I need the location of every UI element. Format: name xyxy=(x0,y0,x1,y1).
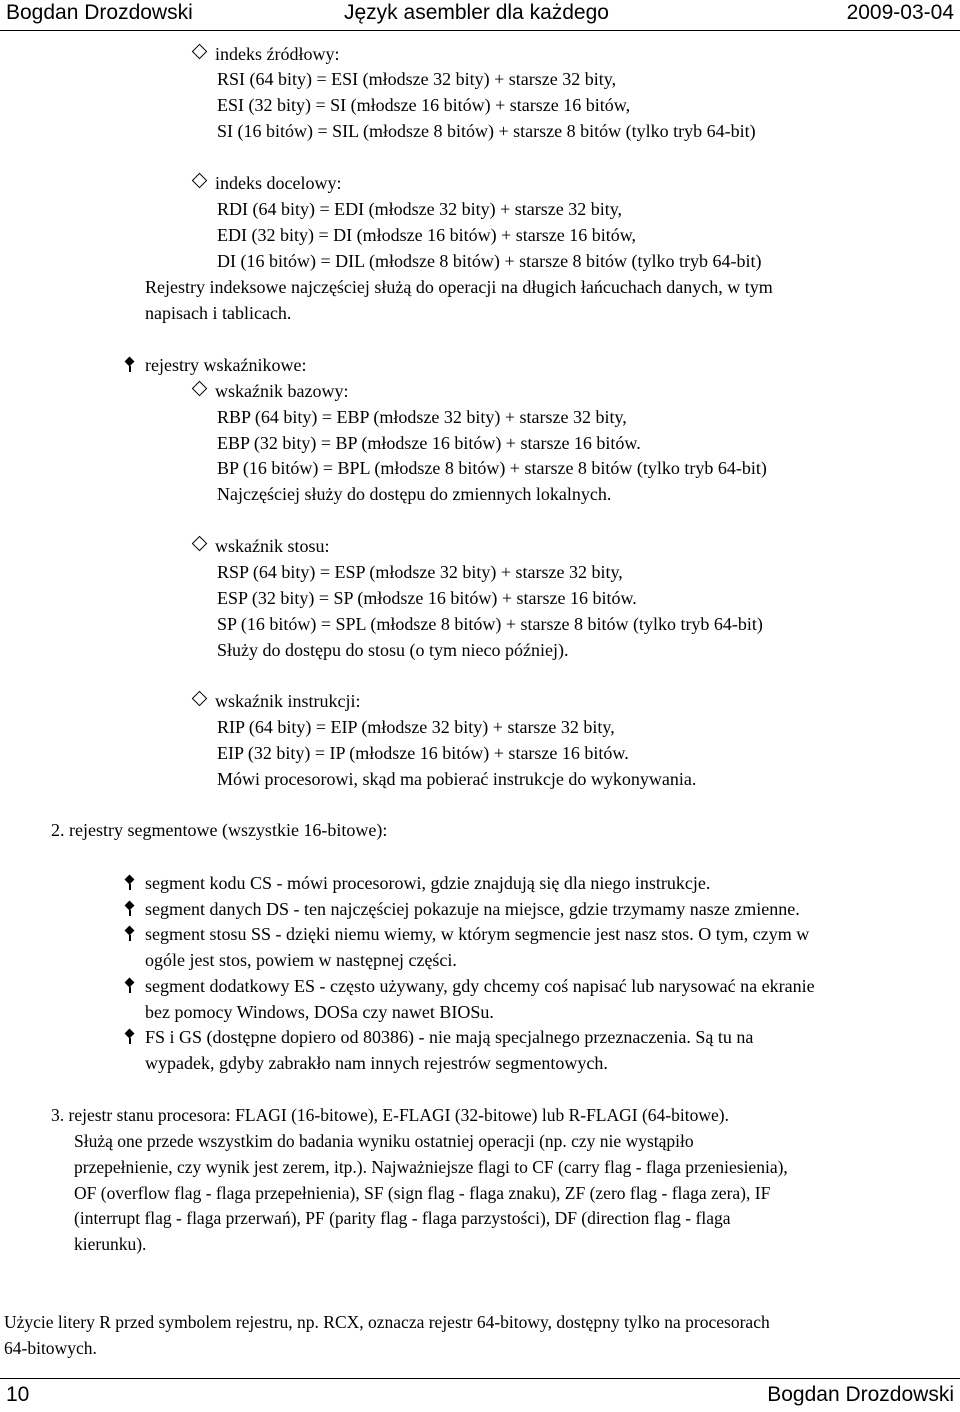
diamond-bullet-icon xyxy=(124,922,138,946)
header-rule xyxy=(0,30,960,31)
r-prefix-note: Użycie litery R przed symbolem rejestru, np. RCX, oznacza rejestr 64-bitowy, dostępny tylko na procesorach xyxy=(4,1312,770,1332)
segment-item: segment danych DS - ten najczęściej pokazuje na miejsce, gdzie trzymamy nasze zmienne. xyxy=(145,899,800,919)
segment-item: bez pomocy Windows, DOSa czy nawet BIOSu. xyxy=(145,1002,494,1022)
segment-item: FS i GS (dostępne dopiero od 80386) - nie mają specjalnego przeznaczenia. Są tu na xyxy=(145,1027,754,1047)
base-pointer-title: wskaźnik bazowy: xyxy=(215,381,349,401)
pointer-registers-title: rejestry wskaźnikowe: xyxy=(145,355,307,375)
diamond-outline-icon xyxy=(190,534,208,558)
stack-pointer-title: wskaźnik stosu: xyxy=(215,536,330,556)
diamond-bullet-icon xyxy=(124,897,138,921)
page-number: 10 xyxy=(6,1383,30,1406)
segment-item: wypadek, gdyby zabrakło nam innych rejestrów segmentowych. xyxy=(145,1053,608,1073)
index-note: Rejestry indeksowe najczęściej służą do operacji na długich łańcuchach danych, w tym xyxy=(145,277,773,297)
dest-index-line: EDI (32 bity) = DI (młodsze 16 bitów) + starsze 16 bitów, xyxy=(217,225,637,245)
instruction-pointer-line: EIP (32 bity) = IP (młodsze 16 bitów) + starsze 16 bitów. xyxy=(217,743,629,763)
diamond-bullet-icon xyxy=(124,974,138,998)
segment-registers-title: 2. rejestry segmentowe (wszystkie 16-bitowe): xyxy=(51,820,388,840)
flags-paragraph-line: Służą one przede wszystkim do badania wyniku ostatniej operacji (np. czy nie wystąpiło xyxy=(74,1131,694,1151)
footer-rule xyxy=(0,1378,960,1379)
instruction-pointer-title: wskaźnik instrukcji: xyxy=(215,691,361,711)
stack-pointer-line: Służy do dostępu do stosu (o tym nieco później). xyxy=(217,640,569,660)
segment-item: segment kodu CS - mówi procesorowi, gdzie znajdują się dla niego instrukcje. xyxy=(145,873,711,893)
dest-index-line: DI (16 bitów) = DIL (młodsze 8 bitów) + starsze 8 bitów (tylko tryb 64-bit) xyxy=(217,251,762,271)
flags-paragraph-line: przepełnienie, czy wynik jest zerem, itp.). Najważniejsze flagi to CF (carry flag - flaga przeniesienia), xyxy=(74,1157,788,1177)
instruction-pointer-line: RIP (64 bity) = EIP (młodsze 32 bity) + starsze 32 bity, xyxy=(217,717,615,737)
stack-pointer-line: ESP (32 bity) = SP (młodsze 16 bitów) + starsze 16 bitów. xyxy=(217,588,637,608)
base-pointer-line: EBP (32 bity) = BP (młodsze 16 bitów) + starsze 16 bitów. xyxy=(217,433,641,453)
stack-pointer-line: RSP (64 bity) = ESP (młodsze 32 bity) + starsze 32 bity, xyxy=(217,562,623,582)
flags-paragraph-line: OF (overflow flag - flaga przepełnienia), SF (sign flag - flaga znaku), ZF (zero flag - flaga zera), IF xyxy=(74,1183,771,1203)
diamond-bullet-icon xyxy=(124,871,138,895)
source-index-line: ESI (32 bity) = SI (młodsze 16 bitów) + starsze 16 bitów, xyxy=(217,95,631,115)
diamond-outline-icon xyxy=(190,171,208,195)
diamond-outline-icon xyxy=(190,379,208,403)
index-note: napisach i tablicach. xyxy=(145,303,292,323)
diamond-bullet-icon xyxy=(124,1025,138,1049)
header-title: Język asembler dla każdego xyxy=(344,1,609,24)
r-prefix-note: 64-bitowych. xyxy=(4,1338,97,1358)
diamond-outline-icon xyxy=(190,689,208,713)
segment-item: segment dodatkowy ES - często używany, gdy chcemy coś napisać lub narysować na ekranie xyxy=(145,976,815,996)
base-pointer-line: Najczęściej służy do dostępu do zmiennych lokalnych. xyxy=(217,484,612,504)
flags-paragraph-line: kierunku). xyxy=(74,1234,147,1254)
source-index-line: RSI (64 bity) = ESI (młodsze 32 bity) + starsze 32 bity, xyxy=(217,69,617,89)
flags-paragraph-line: (interrupt flag - flaga przerwań), PF (parity flag - flaga parzystości), DF (direction flag - flaga xyxy=(74,1208,731,1228)
base-pointer-line: RBP (64 bity) = EBP (młodsze 32 bity) + starsze 32 bity, xyxy=(217,407,627,427)
instruction-pointer-line: Mówi procesorowi, skąd ma pobierać instrukcje do wykonywania. xyxy=(217,769,697,789)
stack-pointer-line: SP (16 bitów) = SPL (młodsze 8 bitów) + starsze 8 bitów (tylko tryb 64-bit) xyxy=(217,614,763,634)
flags-paragraph-line: 3. rejestr stanu procesora: FLAGI (16-bitowe), E-FLAGI (32-bitowe) lub R-FLAGI (64-bitowe). xyxy=(51,1105,729,1125)
segment-item: ogóle jest stos, powiem w następnej części. xyxy=(145,950,457,970)
header-date: 2009-03-04 xyxy=(846,1,954,24)
diamond-bullet-icon xyxy=(124,353,138,377)
segment-item: segment stosu SS - dzięki niemu wiemy, w którym segmencie jest nasz stos. O tym, czym w xyxy=(145,924,810,944)
header-author: Bogdan Drozdowski xyxy=(6,1,193,24)
source-index-line: SI (16 bitów) = SIL (młodsze 8 bitów) + starsze 8 bitów (tylko tryb 64-bit) xyxy=(217,121,756,141)
dest-index-line: RDI (64 bity) = EDI (młodsze 32 bity) + starsze 32 bity, xyxy=(217,199,623,219)
diamond-outline-icon xyxy=(190,42,208,66)
base-pointer-line: BP (16 bitów) = BPL (młodsze 8 bitów) + starsze 8 bitów (tylko tryb 64-bit) xyxy=(217,458,767,478)
dest-index-title: indeks docelowy: xyxy=(215,173,342,193)
footer-author: Bogdan Drozdowski xyxy=(767,1383,954,1406)
source-index-title: indeks źródłowy: xyxy=(215,44,340,64)
